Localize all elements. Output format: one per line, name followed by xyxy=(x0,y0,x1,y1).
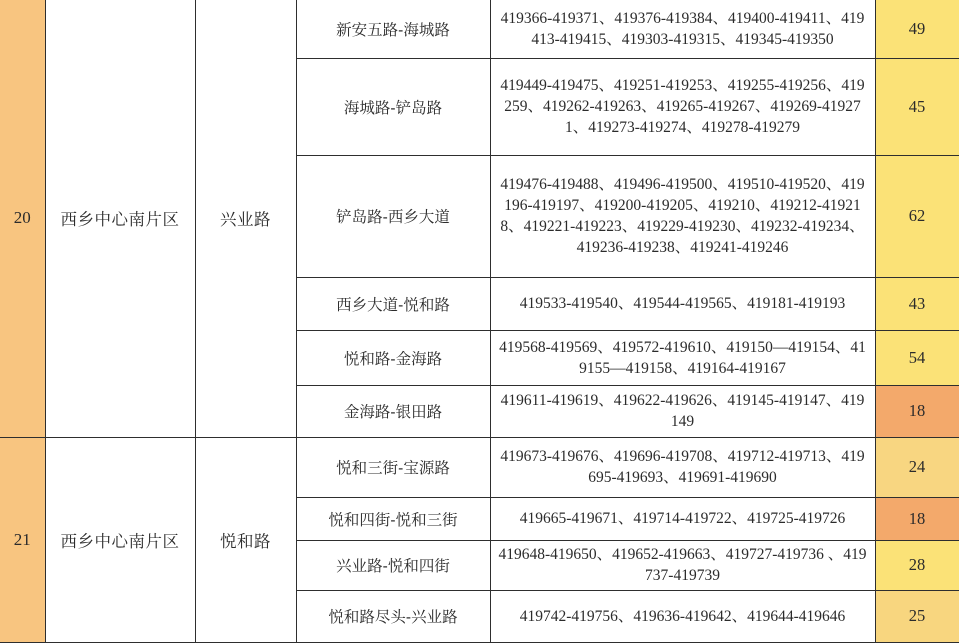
segment-cell: 悦和四街-悦和三街 xyxy=(296,497,490,540)
count-cell: 49 xyxy=(875,0,959,58)
count-cell: 18 xyxy=(875,497,959,540)
segment-cell: 悦和三街-宝源路 xyxy=(296,437,490,497)
segment-cell: 海城路-铲岛路 xyxy=(296,58,490,155)
ranges-cell: 419449-419475、419251-419253、419255-419256、419259、419262-419263、419265-419267、419269-419271、419273-419274、419278-419279 xyxy=(490,58,875,155)
segment-cell: 悦和路尽头-兴业路 xyxy=(296,590,490,642)
ranges-cell: 419742-419756、419636-419642、419644-419646 xyxy=(490,590,875,642)
ranges-cell: 419648-419650、419652-419663、419727-419736 、419737-419739 xyxy=(490,540,875,590)
ranges-cell: 419673-419676、419696-419708、419712-419713、419695-419693、419691-419690 xyxy=(490,437,875,497)
count-cell: 28 xyxy=(875,540,959,590)
table-row xyxy=(0,0,959,58)
area-cell: 西乡中心南片区 xyxy=(45,437,195,642)
ranges-cell: 419611-419619、419622-419626、419145-419147、419149 xyxy=(490,385,875,437)
segment-cell: 兴业路-悦和四街 xyxy=(296,540,490,590)
count-cell: 43 xyxy=(875,277,959,330)
section-number-cell: 21 xyxy=(0,437,45,642)
area-cell: 西乡中心南片区 xyxy=(45,0,195,437)
ranges-cell: 419533-419540、419544-419565、419181-419193 xyxy=(490,277,875,330)
segment-cell: 铲岛路-西乡大道 xyxy=(296,155,490,277)
road-cell: 兴业路 xyxy=(195,0,296,437)
segment-cell: 金海路-银田路 xyxy=(296,385,490,437)
segment-cell: 悦和路-金海路 xyxy=(296,330,490,385)
count-cell: 25 xyxy=(875,590,959,642)
segment-cell: 西乡大道-悦和路 xyxy=(296,277,490,330)
count-cell: 54 xyxy=(875,330,959,385)
segment-cell: 新安五路-海城路 xyxy=(296,0,490,58)
table-row xyxy=(0,437,959,497)
count-cell: 62 xyxy=(875,155,959,277)
road-cell: 悦和路 xyxy=(195,437,296,642)
ranges-cell: 419476-419488、419496-419500、419510-419520、419196-419197、419200-419205、419210、419212-419218、419221-419223、419229-419230、419232-419234、419236-419238、419241-419246 xyxy=(490,155,875,277)
section-number-cell: 20 xyxy=(0,0,45,437)
ranges-cell: 419665-419671、419714-419722、419725-419726 xyxy=(490,497,875,540)
ranges-cell: 419568-419569、419572-419610、419150—419154、419155—419158、419164-419167 xyxy=(490,330,875,385)
count-cell: 18 xyxy=(875,385,959,437)
ranges-cell: 419366-419371、419376-419384、419400-419411、419413-419415、419303-419315、419345-419350 xyxy=(490,0,875,58)
count-cell: 24 xyxy=(875,437,959,497)
count-cell: 45 xyxy=(875,58,959,155)
